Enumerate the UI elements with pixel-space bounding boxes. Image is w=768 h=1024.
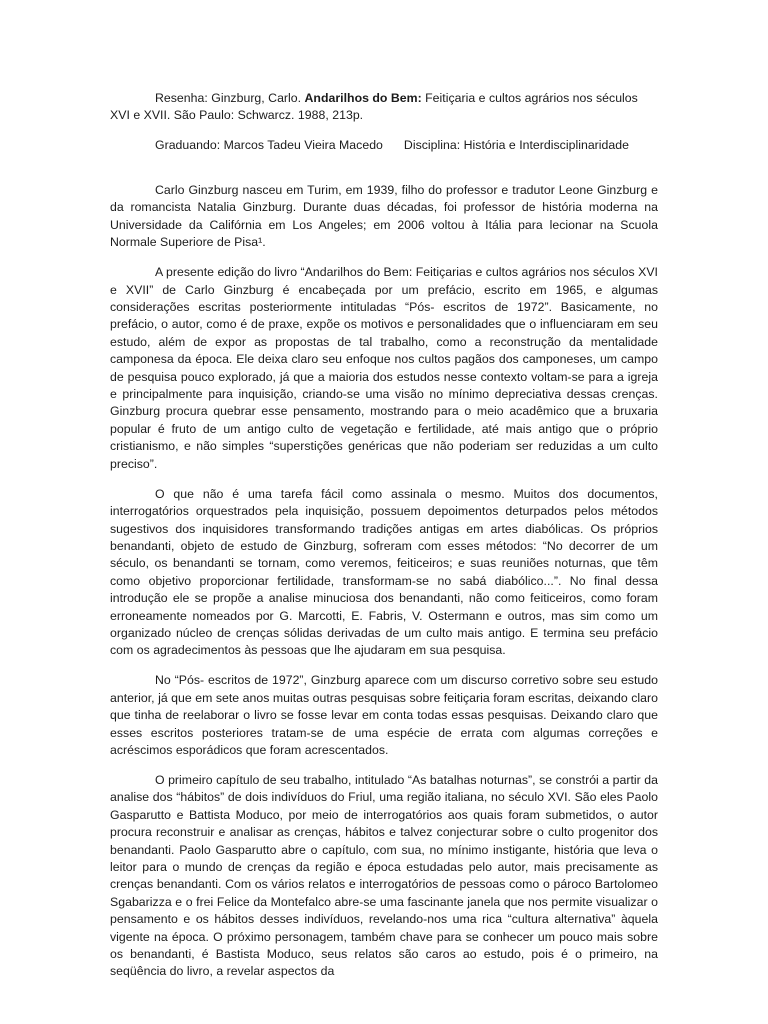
- review-body: [110, 182, 658, 993]
- paragraph: O que não é uma tarefa fácil como assinala o mesmo. Muitos dos documentos, interrogatórios orquestrados pela inquisição, possuem depoimentos deturpados pelos métodos sugestivos dos inquisidores transformando tradições antigas em artes diabólicas. Os próprios benandanti, objeto de estudo de Ginzburg, sofreram com esses métodos: “No decorrer de um século, os benandanti se tornam, como veremos, feiticeiros; e suas reuniões noturnas, que têm como objetivo proporcionar fertilidade, transformam-se no sabá diabólico...”. No final dessa introdução ele se propõe a analise minuciosa dos benandanti, não como feiticeiros, como foram erroneamente nomeados por G. Marcotti, E. Fabris, V. Ostermann e outros, mas sim como um organizado núcleo de crenças sólidas derivadas de um culto mais antigo. E termina seu prefácio com os agradecimentos às pessoas que lhe ajudaram em sua pesquisa.: [110, 486, 658, 658]
- reference-rest: Feitiçaria e cultos agrários nos séculos XVI e XVII. São Paulo: Schwarcz. 1988, 213p.: [110, 91, 638, 123]
- paragraph: Carlo Ginzburg nasceu em Turim, em 1939, filho do professor e tradutor Leone Ginzburg e da romancista Natalia Ginzburg. Durante duas décadas, foi professor de história moderna na Universidade da Califórnia em Los Angeles; em 2006 voltou à Itália para lecionar na Scuola Normale Superiore de Pisa¹.: [110, 183, 658, 250]
- student-info: [110, 137, 658, 154]
- reference-prefix: Resenha: Ginzburg, Carlo.: [155, 91, 305, 105]
- review-reference: [110, 90, 658, 125]
- paragraph: A presente edição do livro “Andarilhos do Bem: Feitiçarias e cultos agrários nos séculos XVI e XVII” de Carlo Ginzburg é encabeçada por um prefácio, escrito em 1965, e algumas considerações escritas posteriormente intituladas “Pós- escritos de 1972”. Basicamente, no prefácio, o autor, como é de praxe, expõe os motivos e personalidades que o influenciaram em seu estudo, além de expor as propostas de tal trabalho, como a reconstrução da mentalidade camponesa da época. Ele deixa claro seu enfoque nos cultos pagãos dos camponeses, um campo de pesquisa pouco explorado, já que a maioria dos estudos nesse contexto voltam-se para a igreja e principalmente para inquisição, criando-se uma visão no mínimo depreciativa dessas crenças. Ginzburg procura quebrar esse pensamento, mostrando para o meio acadêmico que a bruxaria popular é fruto de um antigo culto de vegetação e fertilidade, até mais antigo que o próprio cristianismo, e não simples “superstições genéricas que não poderiam ser reduzidas a um culto preciso”.: [110, 265, 658, 471]
- student-name: Graduando: Marcos Tadeu Vieira Macedo: [155, 138, 383, 152]
- paragraph: O primeiro capítulo de seu trabalho, intitulado “As batalhas noturnas”, se constrói a partir da analise dos “hábitos” de dois indivíduos do Friul, uma região italiana, no século XVI. São eles Paolo Gasparutto e Battista Moduco, por meio de interrogatórios aos quais foram submetidos, o autor procura reconstruir e analisar as crenças, hábitos e talvez conjecturar sobre o culto progenitor dos benandanti. Paolo Gasparutto abre o capítulo, com sua, no mínimo instigante, história que leva o leitor para o mundo de crenças da região e época estudadas pelo autor, mais precisamente as crenças benandanti. Com os vários relatos e interrogatórios de pessoas como o pároco Bartolomeo Sgabarizza e o frei Felice da Montefalco abre-se uma fascinante janela que nos permite visualizar o pensamento e os hábitos desses indivíduos, revelando-nos uma rica “cultura alternativa” àquela vigente na época. O próximo personagem, também chave para se conhecer um pouco mais sobre os benandanti, é Bastista Moduco, seus relatos são caros ao estudo, pois é o primeiro, na seqüência do livro, a revelar aspectos da: [110, 772, 658, 979]
- book-title: Andarilhos do Bem:: [304, 91, 422, 105]
- discipline: Disciplina: História e Interdisciplinaridade: [403, 138, 629, 152]
- paragraph: No “Pós- escritos de 1972”, Ginzburg aparece com um discurso corretivo sobre seu estudo anterior, já que em sete anos muitas outras pesquisas sobre feitiçaria foram escritas, deixando claro que tinha de reelaborar o livro se fosse levar em conta todas essas pesquisas. Deixando claro que esses escritos posteriores tratam-se de uma espécie de errata com algumas correções e acréscimos esporádicos que foram acrescentados.: [110, 673, 658, 757]
